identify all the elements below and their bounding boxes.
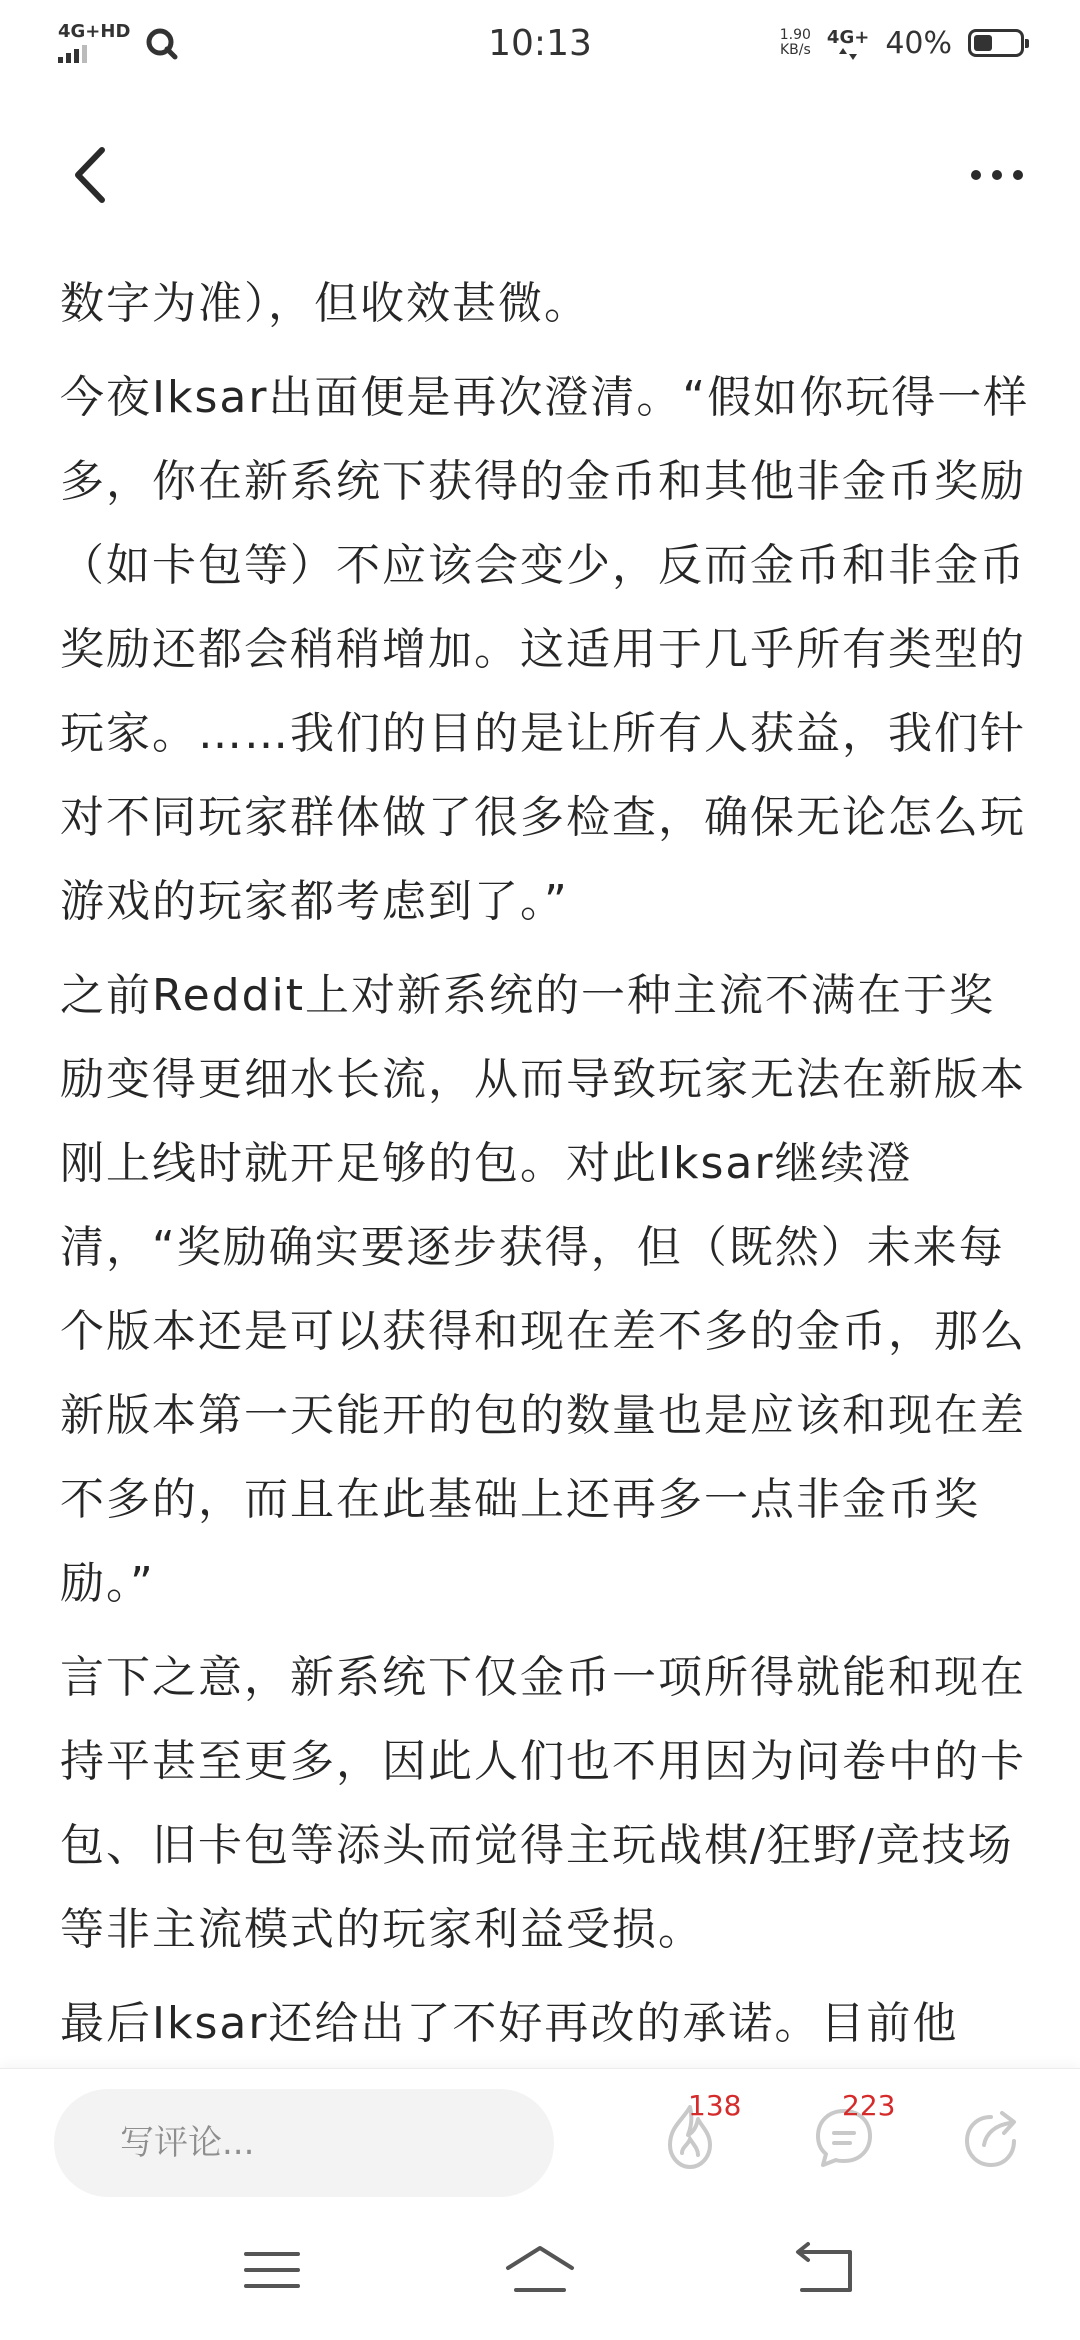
mobile-data-label: 4G+ bbox=[826, 26, 870, 48]
network-indicator bbox=[58, 23, 130, 63]
comment-count-badge: 223 bbox=[842, 2089, 896, 2122]
article-paragraph: 数字为准），但收效甚微。 bbox=[60, 278, 590, 329]
recent-apps-button[interactable] bbox=[232, 2240, 312, 2300]
status-bar-right bbox=[780, 26, 1024, 61]
battery-level bbox=[974, 35, 992, 51]
battery-icon bbox=[968, 29, 1024, 57]
like-button[interactable] bbox=[652, 2089, 742, 2175]
more-dots-icon bbox=[962, 140, 1032, 210]
network-speed-value: 1.90 bbox=[779, 27, 811, 43]
like-count-badge: 138 bbox=[688, 2089, 742, 2122]
home-icon bbox=[500, 2240, 580, 2300]
comment-action-bar bbox=[0, 2068, 1080, 2200]
signal-icon bbox=[58, 43, 130, 63]
article-body bbox=[60, 262, 1030, 2072]
network-type-label: 4G+HD bbox=[58, 21, 131, 42]
clock: 10:13 bbox=[488, 22, 592, 64]
system-navigation-bar bbox=[0, 2200, 1080, 2340]
battery-percentage: 40% bbox=[885, 25, 952, 61]
mobile-data-indicator bbox=[827, 27, 869, 60]
network-speed bbox=[780, 28, 811, 58]
home-button[interactable] bbox=[500, 2240, 580, 2300]
article-paragraph: 言下之意，新系统下仅金币一项所得就能和现在持平甚至更多，因此人们也不用因为问卷中的卡包、旧卡包等添头而觉得主玩战棋/狂野/竞技场等非主流模式的玩家利益受损。 bbox=[60, 1652, 1026, 1955]
status-bar-left bbox=[58, 23, 178, 63]
article-paragraph: 最后Iksar还给出了不好再改的承诺。目前他 bbox=[60, 1998, 959, 2049]
back-arrow-icon bbox=[784, 2240, 864, 2300]
network-speed-unit: KB/s bbox=[779, 42, 811, 58]
article-paragraph: 之前Reddit上对新系统的一种主流不满在于奖励变得更细水长流，从而导致玩家无法在新版本刚上线时就开足够的包。对此Iksar继续澄清，“奖励确实要逐步获得，但（既然）未来每个版本还是可以获得和现在差不多的金币，那么新版本第一天能开的包的数量也是应该和现在差不多的，而且在此基础上还再多一点非金币奖励。” bbox=[60, 970, 1026, 1609]
more-options-button[interactable] bbox=[962, 140, 1032, 210]
article-paragraph: 今夜Iksar出面便是再次澄清。“假如你玩得一样多，你在新系统下获得的金币和其他非金币奖励（如卡包等）不应该会变少，反而金币和非金币奖励还都会稍稍增加。这适用于几乎所有类型的玩家。……我们的目的是让所有人获益，我们针对不同玩家群体做了很多检查，确保无论怎么玩游戏的玩家都考虑到了。” bbox=[60, 372, 1030, 927]
back-button[interactable] bbox=[60, 140, 130, 210]
app-notification-icon bbox=[144, 26, 178, 60]
comment-input[interactable]: 写评论... bbox=[54, 2089, 554, 2197]
menu-icon bbox=[232, 2240, 312, 2300]
system-back-button[interactable] bbox=[784, 2240, 864, 2300]
data-arrows-icon bbox=[839, 48, 857, 60]
status-bar bbox=[0, 0, 1080, 86]
chevron-left-icon bbox=[60, 140, 130, 210]
share-button[interactable] bbox=[954, 2099, 1030, 2175]
share-icon bbox=[954, 2099, 1030, 2175]
article-toolbar bbox=[0, 120, 1080, 230]
comments-button[interactable] bbox=[806, 2089, 896, 2175]
